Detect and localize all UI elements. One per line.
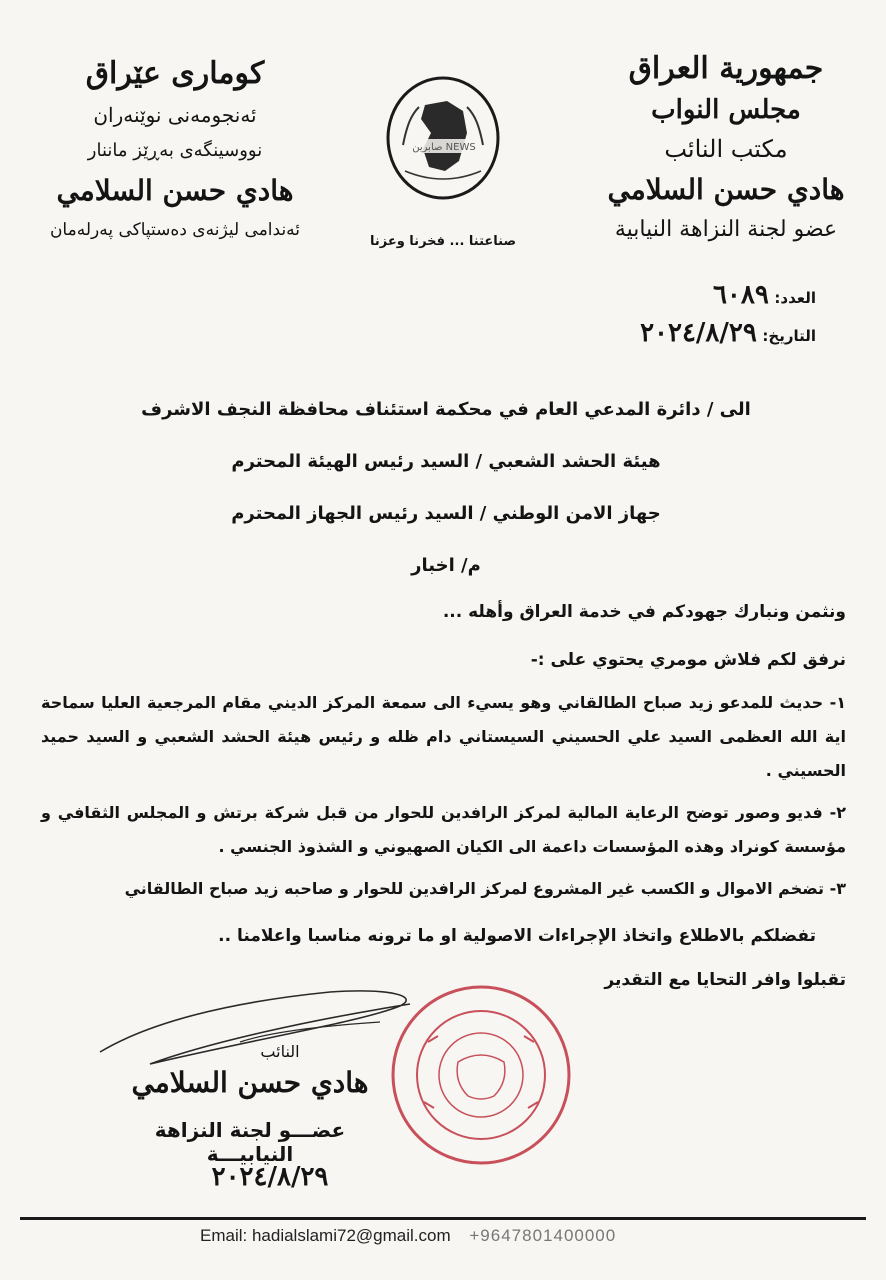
header-council: مجلس النواب <box>651 95 801 125</box>
signature-date: ٢٠٢٤/٨/٢٩ <box>211 1162 329 1192</box>
reference-date <box>576 318 816 348</box>
closing-text: تقبلوا وافر التحايا مع التقدير <box>604 970 846 990</box>
list-item-3: ٣- تضخم الاموال و الكسب غير المشروع لمركز الرافدين للحوار و صاحبه زيد صباح الطالقاني <box>124 879 846 898</box>
reference-number <box>576 280 816 310</box>
footer-email[interactable]: Email: hadialslami72@gmail.com <box>200 1226 451 1245</box>
addressee-3: جهاز الامن الوطني / السيد رئيس الجهاز المحترم <box>231 503 661 524</box>
header-kurdish-name: هادي حسن السلامي <box>56 174 294 207</box>
header-kurdish-country: كوماری عێراق <box>85 56 265 91</box>
footer-divider <box>20 1217 866 1220</box>
list-item-1: ١- حديث للمدعو زيد صباح الطالقاني وهو يسيء الى سمعة المركز الديني مقام المرجعية العليا سماحة اية الله العظمى السيد علي الحسيني السيستاني دام ظله و رئيس هيئة الحشد الشعبي و السيد حميد الحسيني . <box>41 693 846 780</box>
signature-role: عضـــو لجنة النزاهة النيابيـــة <box>154 1118 346 1166</box>
list-item-2: ٢- فديو وصور توضح الرعاية المالية لمركز الرافدين للحوار من قبل شركة برتش و المجلس الثقافي و مؤسسة كونراد وهذه المؤسسات داعمة الى الكيان الصهيوني و الشذوذ الجنسي . <box>41 803 846 856</box>
subject: م/ اخبار <box>411 555 481 576</box>
signature-name: هادي حسن السلامي <box>131 1066 369 1099</box>
reference-date-value: ٢٠٢٤/٨/٢٩ <box>640 318 757 348</box>
iraq-emblem-icon <box>385 75 501 201</box>
addressee-1: الى / دائرة المدعي العام في محكمة استئناف محافظة النجف الاشرف <box>141 399 751 420</box>
emblem-watermark: صابرين NEWS <box>412 142 476 153</box>
reference-date-label: التاريخ: <box>762 327 816 345</box>
official-stamp-icon <box>388 982 574 1168</box>
footer-contact <box>200 1226 800 1246</box>
reference-number-value: ٦٠٨٩ <box>712 280 769 310</box>
header-committee: عضو لجنة النزاهة النيابية <box>614 217 838 242</box>
header-kurdish-office: نووسینگەی بەڕێز ماننار <box>87 140 263 161</box>
header-kurdish-council: ئەنجومەنی نوێنەران <box>93 103 257 127</box>
header-kurdish-committee: ئەندامی لیژنەی دەستپاکی پەرلەمان <box>49 220 301 240</box>
header-office: مكتب النائب <box>664 135 788 163</box>
header-country: جمهورية العراق <box>628 51 824 86</box>
letterhead-arabic <box>596 48 856 248</box>
letterhead-kurdish <box>40 52 310 246</box>
reference-number-label: العدد: <box>774 289 816 307</box>
header-motto: صناعتنا ... فخرنا وعزنا <box>369 234 517 249</box>
signature-title: النائب <box>260 1042 300 1061</box>
greeting: ونثمن ونبارك جهودكم في خدمة العراق وأهله ... <box>442 602 846 622</box>
request-text: تفضلكم بالاطلاع واتخاذ الإجراءات الاصولية او ما ترونه مناسبا واعلامنا .. <box>218 926 816 946</box>
addressee-2: هيئة الحشد الشعبي / السيد رئيس الهيئة المحترم <box>231 451 661 472</box>
footer-phone: +9647801400000 <box>469 1226 617 1245</box>
intro: نرفق لكم فلاش مومري يحتوي على :- <box>530 650 846 670</box>
header-name: هادي حسن السلامي <box>607 173 845 206</box>
